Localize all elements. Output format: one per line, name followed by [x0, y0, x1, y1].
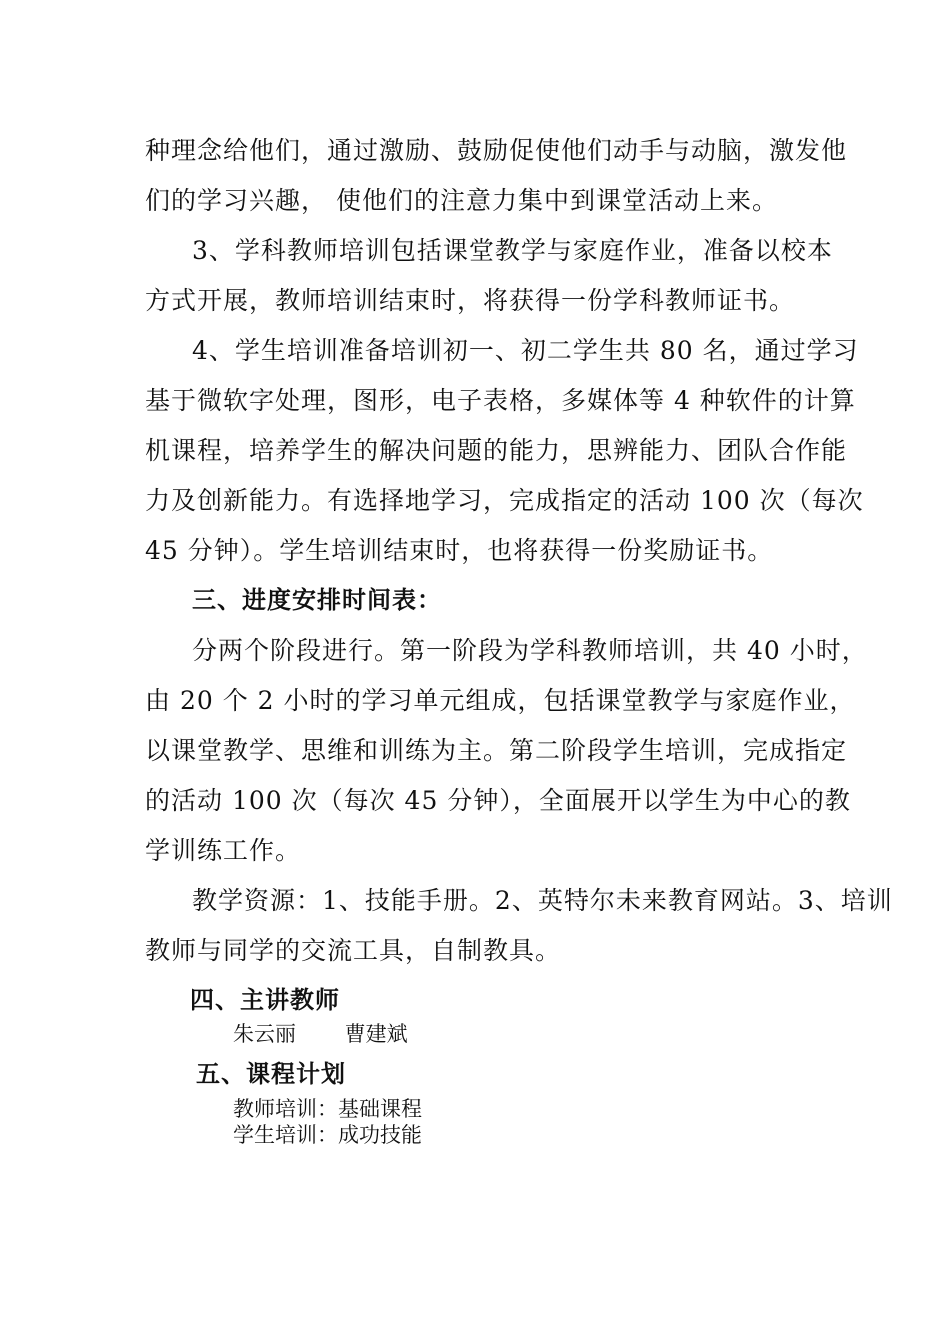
- plan-student-training: 学生培训：成功技能: [233, 1123, 422, 1147]
- paragraph-line: 由 20 个 2 小时的学习单元组成，包括课堂教学与家庭作业，: [145, 686, 856, 715]
- paragraph-line: 学训练工作。: [145, 836, 302, 865]
- paragraph-line: 教师与同学的交流工具，自制教具。: [145, 936, 562, 965]
- paragraph-line: 力及创新能力。有选择地学习，完成指定的活动 100 次（每次: [145, 486, 864, 515]
- paragraph-line: 45 分钟）。学生培训结束时，也将获得一份奖励证书。: [145, 536, 774, 565]
- plan-teacher-training: 教师培训：基础课程: [233, 1097, 422, 1121]
- section-heading-plan: 五、课程计划: [196, 1060, 346, 1088]
- paragraph-line: 方式开展，教师培训结束时，将获得一份学科教师证书。: [145, 286, 796, 315]
- paragraph-line: 4、学生培训准备培训初一、初二学生共 80 名，通过学习: [192, 336, 859, 365]
- paragraph-line: 基于微软字处理，图形，电子表格，多媒体等 4 种软件的计算: [145, 386, 856, 415]
- paragraph-line: 们的学习兴趣， 使他们的注意力集中到课堂活动上来。: [145, 186, 778, 215]
- paragraph-line: 3、学科教师培训包括课堂教学与家庭作业，准备以校本: [192, 236, 833, 265]
- paragraph-line: 种理念给他们，通过激励、鼓励促使他们动手与动脑，激发他: [145, 136, 848, 165]
- section-heading-teachers: 四、主讲教师: [190, 986, 340, 1014]
- paragraph-line: 机课程，培养学生的解决问题的能力，思辨能力、团队合作能: [145, 436, 848, 465]
- paragraph-line: 教学资源：1、技能手册。2、英特尔未来教育网站。3、培训: [192, 886, 893, 915]
- teacher-names: 朱云丽 曹建斌: [233, 1022, 408, 1046]
- section-heading-schedule: 三、进度安排时间表：: [192, 586, 442, 614]
- paragraph-line: 的活动 100 次（每次 45 分钟），全面展开以学生为中心的教: [145, 786, 851, 815]
- paragraph-line: 以课堂教学、思维和训练为主。第二阶段学生培训，完成指定: [145, 736, 848, 765]
- paragraph-line: 分两个阶段进行。第一阶段为学科教师培训，共 40 小时，: [192, 636, 868, 665]
